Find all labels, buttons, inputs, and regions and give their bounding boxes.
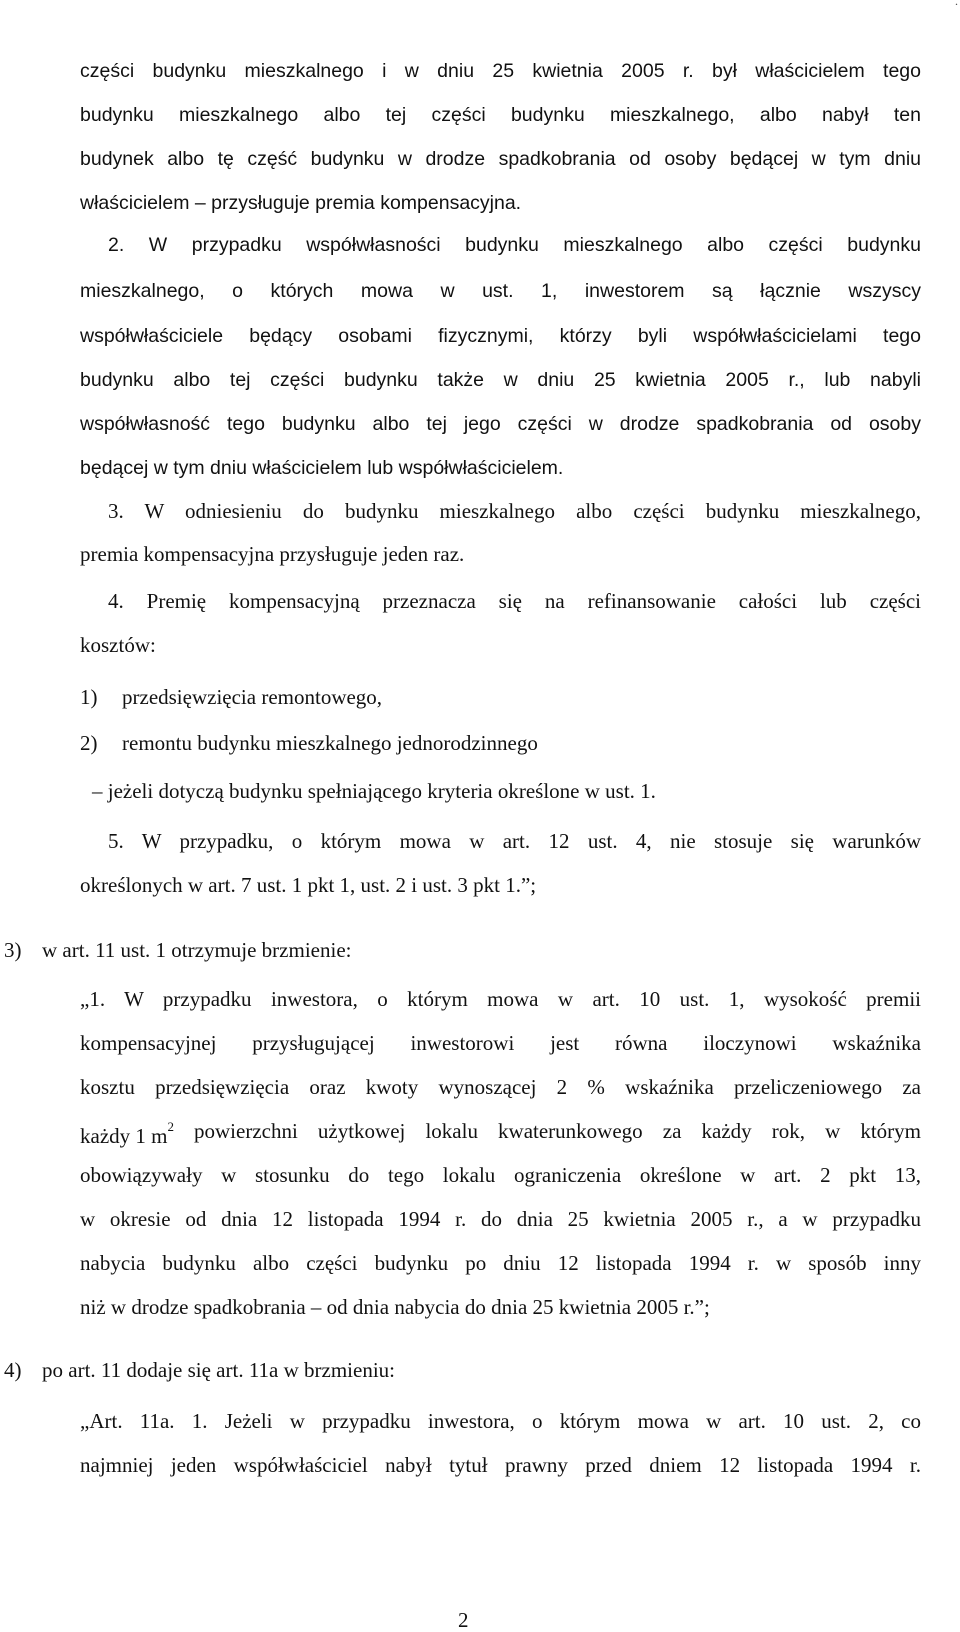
list-item-number: 1)	[80, 685, 98, 709]
list-item-text: remontu budynku mieszkalnego jednorodzinnego	[122, 731, 538, 755]
text-line: „1. W przypadku inwestora, o którym mowa w art. 10 ust. 1, wysokość premii	[80, 987, 921, 1011]
text-line: powierzchni użytkowej lokalu kwaterunkowego za każdy rok, w którym	[194, 1119, 921, 1143]
text-line: współwłasność tego budynku albo tej jego części w drodze spadkobrania od osoby	[80, 413, 921, 435]
text-line: kosztu przedsięwzięcia oraz kwoty wynoszącej 2 % wskaźnika przeliczeniowego za	[80, 1075, 921, 1099]
text-line: budynku albo tej części budynku także w dniu 25 kwietnia 2005 r., lub nabyli	[80, 369, 921, 391]
text-line: „Art. 11a. 1. Jeżeli w przypadku inwestora, o którym mowa w art. 10 ust. 2, co	[80, 1409, 921, 1433]
text-line: będącej w tym dniu właścicielem lub współwłaścicielem.	[80, 457, 564, 479]
text-line: budynek albo tę część budynku w drodze spadkobrania od osoby będącej w tym dniu	[80, 148, 921, 170]
text-line: premia kompensacyjna przysługuje jeden raz.	[80, 542, 465, 566]
text-line: współwłaściciele będący osobami fizycznymi, którzy byli współwłaścicielami tego	[80, 325, 921, 347]
text-line: mieszkalnego, o których mowa w ust. 1, inwestorem są łącznie wszyscy	[80, 280, 921, 302]
point-number: 3)	[4, 938, 22, 962]
text-line: najmniej jeden współwłaściciel nabył tytuł prawny przed dniem 12 listopada 1994 r.	[80, 1453, 921, 1477]
list-item-number: 2)	[80, 731, 98, 755]
corner-mark: .	[955, 0, 958, 8]
list-item-text: przedsięwzięcia remontowego,	[122, 685, 383, 709]
text-line: 5. W przypadku, o którym mowa w art. 12 ust. 4, nie stosuje się warunków	[108, 829, 921, 853]
text-line: budynku mieszkalnego albo tej części budynku mieszkalnego, albo nabył ten	[80, 104, 921, 126]
point-text: w art. 11 ust. 1 otrzymuje brzmienie:	[42, 938, 352, 962]
text-line: w okresie od dnia 12 listopada 1994 r. do dnia 25 kwietnia 2005 r., a w przypadku	[80, 1207, 921, 1231]
page-number: 2	[458, 1608, 469, 1632]
text-line: 4. Premię kompensacyjną przeznacza się na refinansowanie całości lub części	[108, 589, 921, 613]
text-line: nabycia budynku albo części budynku po dniu 12 listopada 1994 r. w sposób inny	[80, 1251, 921, 1275]
superscript: 2	[167, 1119, 174, 1134]
text-line: kompensacyjnej przysługującej inwestorowi jest równa iloczynowi wskaźnika	[80, 1031, 921, 1055]
text-fragment: każdy 1 m	[80, 1124, 168, 1148]
text-line: obowiązywały w stosunku do tego lokalu ograniczenia określone w art. 2 pkt 13,	[80, 1163, 921, 1187]
text-line: kosztów:	[80, 633, 156, 657]
text-line: określonych w art. 7 ust. 1 pkt 1, ust. 2 i ust. 3 pkt 1.”;	[80, 873, 537, 897]
text-line: właścicielem – przysługuje premia kompensacyjna.	[80, 192, 522, 214]
text-line: 2. W przypadku współwłasności budynku mieszkalnego albo części budynku	[108, 234, 921, 256]
text-line	[80, 1118, 174, 1149]
point-number: 4)	[4, 1358, 22, 1382]
text-line: części budynku mieszkalnego i w dniu 25 kwietnia 2005 r. był właścicielem tego	[80, 60, 921, 82]
text-line: – jeżeli dotyczą budynku spełniającego kryteria określone w ust. 1.	[92, 779, 656, 803]
text-line: niż w drodze spadkobrania – od dnia nabycia do dnia 25 kwietnia 2005 r.”;	[80, 1295, 710, 1319]
point-text: po art. 11 dodaje się art. 11a w brzmieniu:	[42, 1358, 396, 1382]
text-line: 3. W odniesieniu do budynku mieszkalnego albo części budynku mieszkalnego,	[108, 499, 921, 523]
